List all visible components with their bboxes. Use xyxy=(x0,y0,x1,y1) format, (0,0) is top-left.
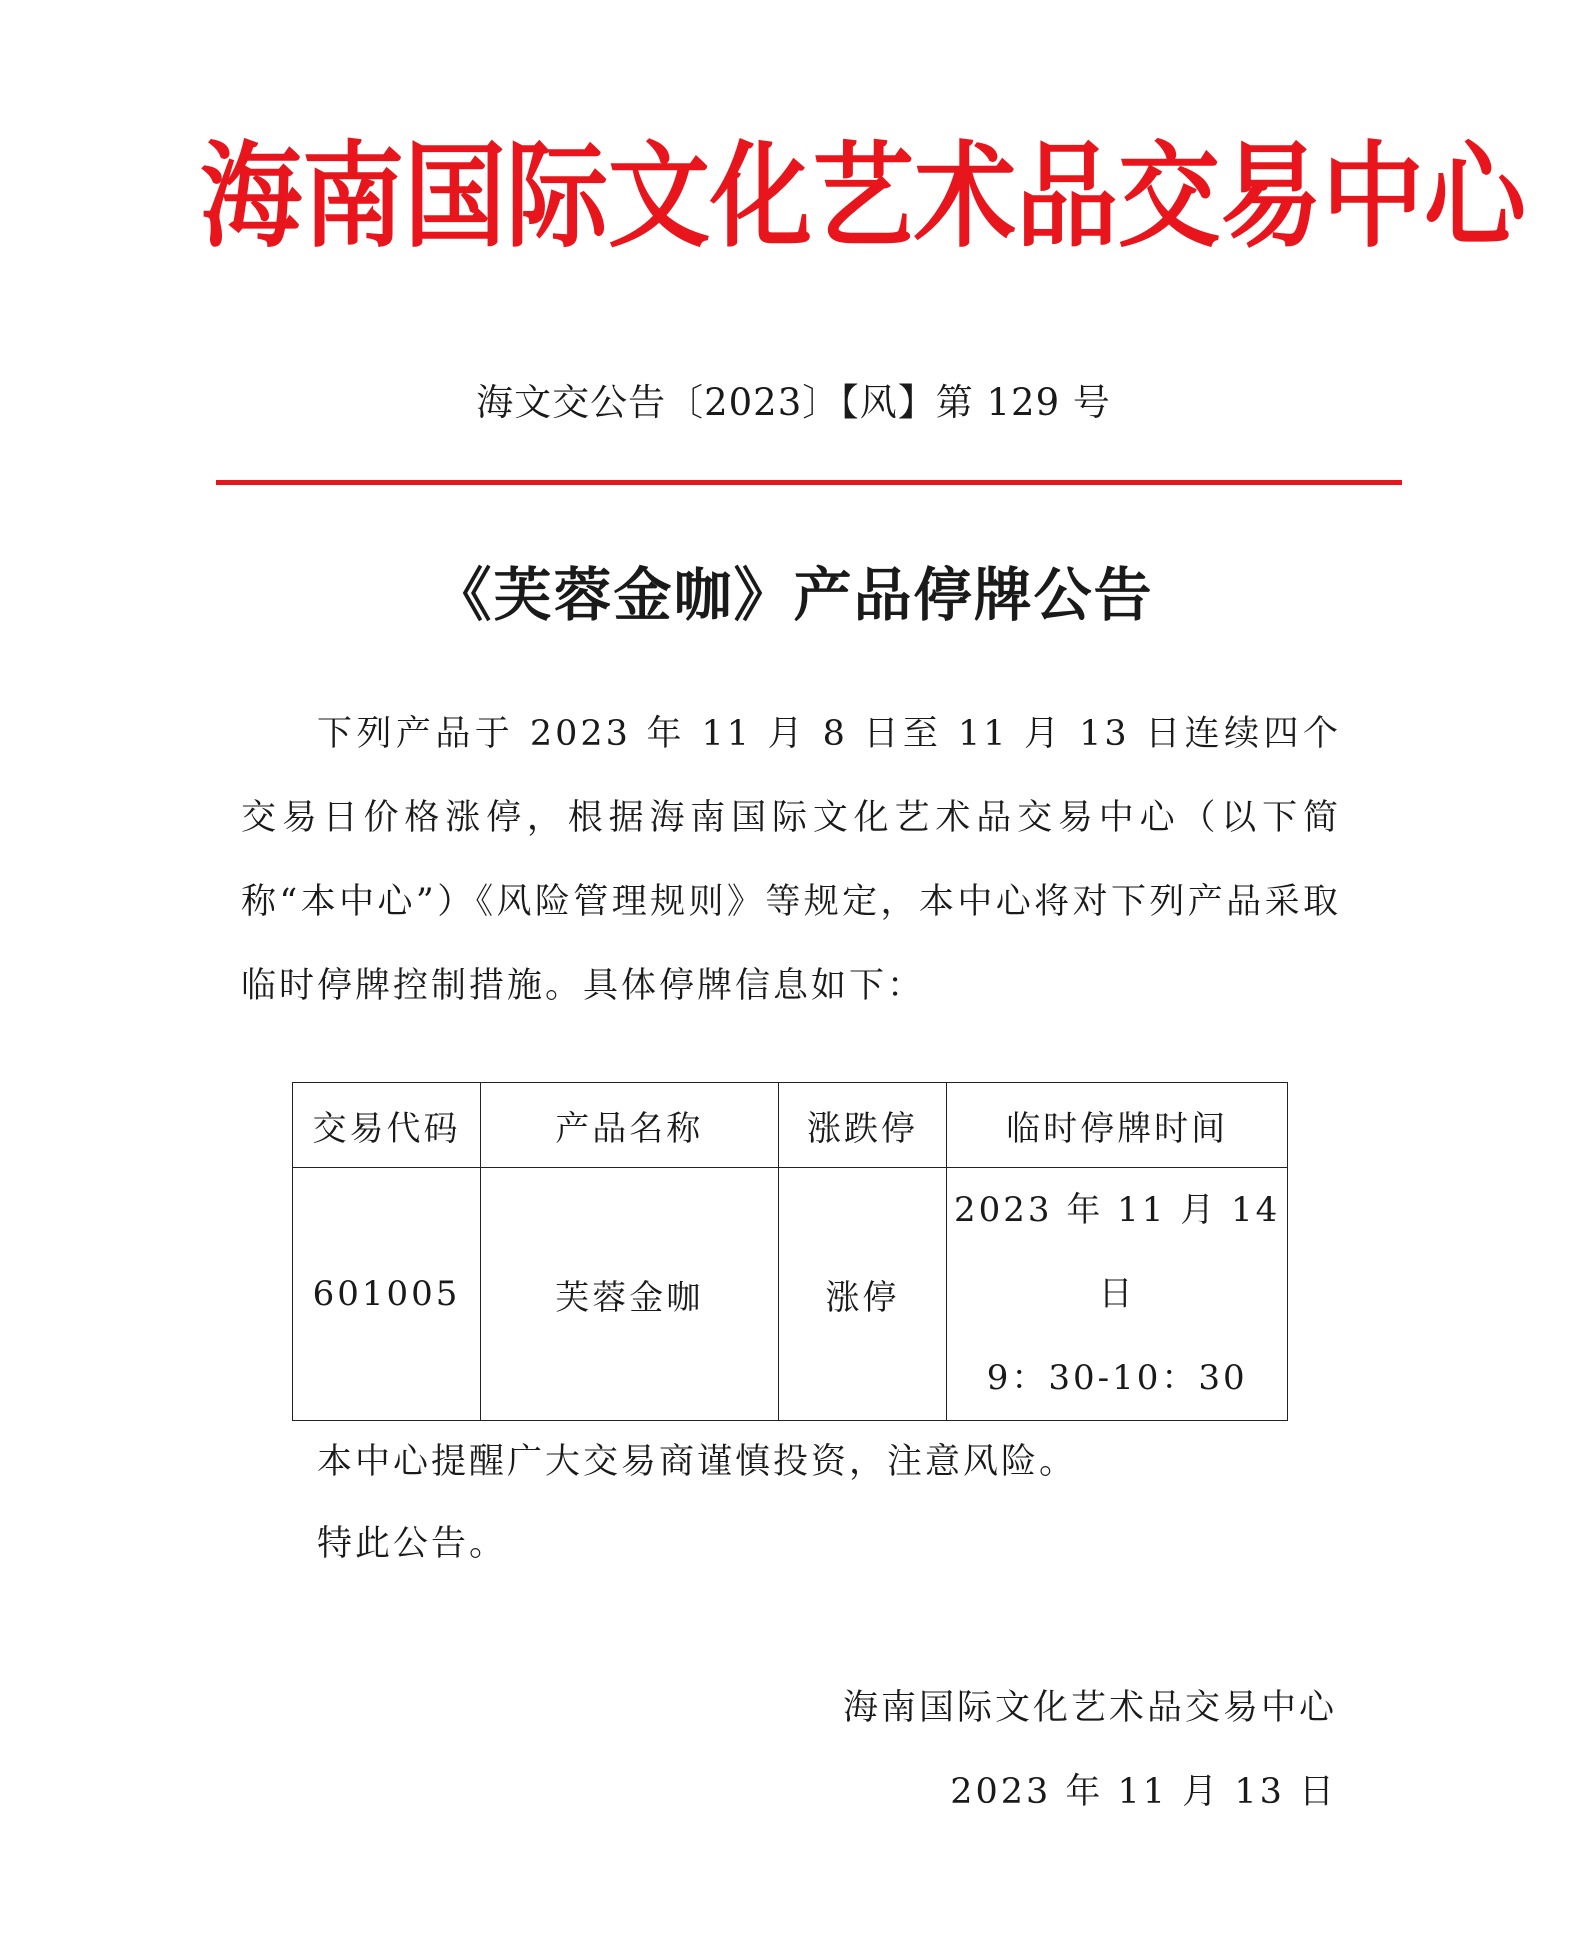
cell-suspension-time xyxy=(947,1168,1288,1421)
header-suspension-time: 临时停牌时间 xyxy=(947,1083,1288,1168)
letterhead-char: 术 xyxy=(914,129,1016,265)
letterhead-char: 化 xyxy=(710,129,812,265)
suspension-date: 2023 年 11 月 14 日 xyxy=(954,1190,1281,1314)
cell-product-name: 芙蓉金咖 xyxy=(480,1168,778,1421)
letterhead-char: 艺 xyxy=(812,129,914,265)
letterhead-char: 国 xyxy=(404,129,506,265)
document-number: 海文交公告〔2023〕【风】第 129 号 xyxy=(476,381,1111,424)
closing-statement: 特此公告。 xyxy=(317,1524,508,1564)
cell-trade-code: 601005 xyxy=(293,1168,481,1421)
organization-letterhead xyxy=(200,118,1526,265)
signature-organization: 海南国际文化艺术品交易中心 xyxy=(842,1688,1337,1728)
table-row xyxy=(293,1168,1288,1421)
signature-date: 2023 年 11 月 13 日 xyxy=(950,1772,1337,1812)
cell-limit-status: 涨停 xyxy=(778,1168,947,1421)
body-paragraph: 下列产品于 2023 年 11 月 8 日至 11 月 13 日连续四个交易日价格涨停，根据海南国际文化艺术品交易中心（以下简称“本中心”）《风险管理规则》等规定，本中心将对下列产品采取临时停牌控制措施。具体停牌信息如下： xyxy=(241,714,1341,1006)
letterhead-char: 交 xyxy=(1118,129,1220,265)
risk-reminder: 本中心提醒广大交易商谨慎投资，注意风险。 xyxy=(317,1442,1078,1482)
header-product-name: 产品名称 xyxy=(480,1083,778,1168)
table-header-row xyxy=(293,1083,1288,1168)
letterhead-char: 文 xyxy=(608,129,710,265)
header-trade-code: 交易代码 xyxy=(293,1083,481,1168)
letterhead-char: 中 xyxy=(1322,129,1424,265)
letterhead-char: 南 xyxy=(302,129,404,265)
suspension-table xyxy=(292,1082,1288,1421)
red-divider-line xyxy=(216,480,1402,485)
letterhead-char: 际 xyxy=(506,129,608,265)
letterhead-char: 心 xyxy=(1424,129,1526,265)
letterhead-char: 品 xyxy=(1016,129,1118,265)
notice-title: 《芙蓉金咖》产品停牌公告 xyxy=(433,561,1154,629)
suspension-time-range: 9：30-10：30 xyxy=(986,1358,1248,1398)
letterhead-char: 海 xyxy=(200,129,302,265)
header-limit-status: 涨跌停 xyxy=(778,1083,947,1168)
letterhead-char: 易 xyxy=(1220,129,1322,265)
